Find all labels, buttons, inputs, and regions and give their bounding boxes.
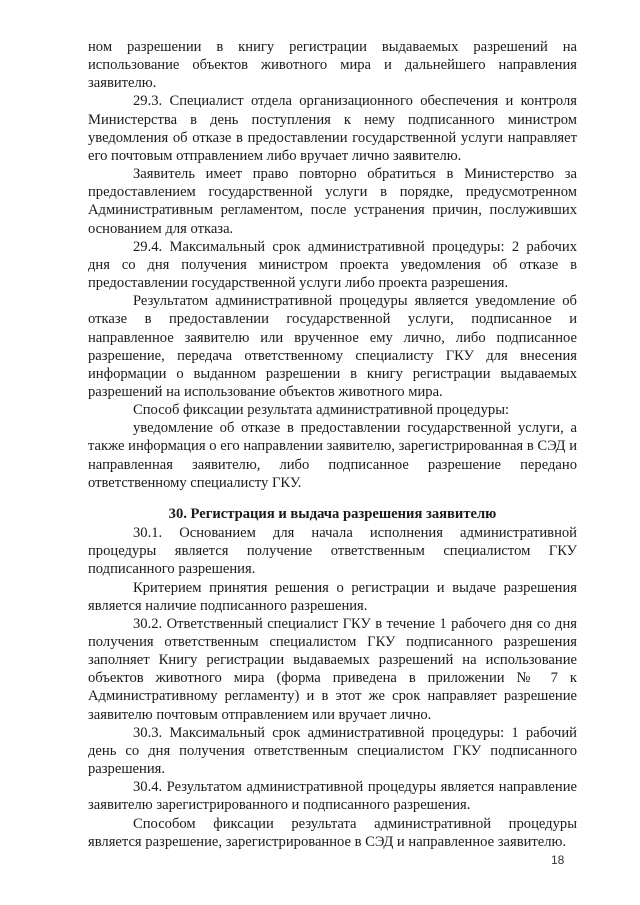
paragraph-30-4: 30.4. Результатом административной процедуры является направление заявителю зарегистрированного и подписанного разрешения.	[88, 779, 577, 814]
page-number: 18	[551, 853, 565, 867]
document-body	[88, 38, 577, 851]
paragraph-30-1: 30.1. Основанием для начала исполнения административной процедуры является получение ответственным специалистом ГКУ подписанного разрешения.	[88, 525, 577, 578]
paragraph-continuation: ном разрешении в книгу регистрации выдаваемых разрешений на использование объектов животного мира и дальнейшего направления заявителю.	[88, 39, 577, 92]
paragraph-fixation-method: Способ фиксации результата административной процедуры:	[133, 402, 510, 419]
paragraph-fixation-details: уведомление об отказе в предоставлении государственной услуги, а также информация о его направлении заявителю, зарегистрированная в СЭД и направленная заявителю, либо подписанное разрешение передано ответственному специалисту ГКУ.	[88, 420, 577, 491]
paragraph-30-2: 30.2. Ответственный специалист ГКУ в течение 1 рабочего дня со дня получения ответственным специалистом ГКУ подписанного разрешения заполняет Книгу регистрации выдаваемых разрешений на использование объектов животного мира (форма приведена в приложении № 7 к Административному регламенту) и в этот же срок направляет разрешение заявителю почтовым отправлением или вручает лично.	[88, 615, 577, 723]
section-heading: 30. Регистрация и выдача разрешения заявителю	[168, 505, 497, 522]
paragraph-29-3: 29.3. Специалист отдела организационного обеспечения и контроля Министерства в день поступления к нему подписанного министром уведомления об отказе в предоставлении государственной услуги направляет его почтовым отправлением либо вручает лично заявителю.	[88, 93, 577, 164]
paragraph-criterion: Критерием принятия решения о регистрации и выдаче разрешения является наличие подписанного разрешения.	[88, 579, 577, 614]
paragraph-repeat-request: Заявитель имеет право повторно обратиться в Министерство за предоставлением государственной услуги в порядке, предусмотренном Административным регламентом, после устранения причин, послуживших основанием для отказа.	[88, 166, 577, 237]
paragraph-fixation-30: Способом фиксации результата административной процедуры является разрешение, зарегистрированное в СЭД и направленное заявителю.	[88, 815, 577, 850]
paragraph-result: Результатом административной процедуры является уведомление об отказе в предоставлении государственной услуги, подписанное и направленное заявителю или врученное ему лично, либо подписанное разрешение, передача ответственному специалисту ГКУ для внесения информации о выданном разрешении в книгу регистрации выдаваемых разрешений на использование объектов животного мира.	[88, 293, 577, 400]
paragraph-29-4: 29.4. Максимальный срок административной процедуры: 2 рабочих дня со дня получения министром проекта уведомления об отказе в предоставлении государственной услуги либо проекта разрешения.	[88, 238, 577, 292]
paragraph-30-3: 30.3. Максимальный срок административной процедуры: 1 рабочий день со дня получения ответственным специалистом ГКУ подписанного разрешения.	[88, 724, 577, 778]
